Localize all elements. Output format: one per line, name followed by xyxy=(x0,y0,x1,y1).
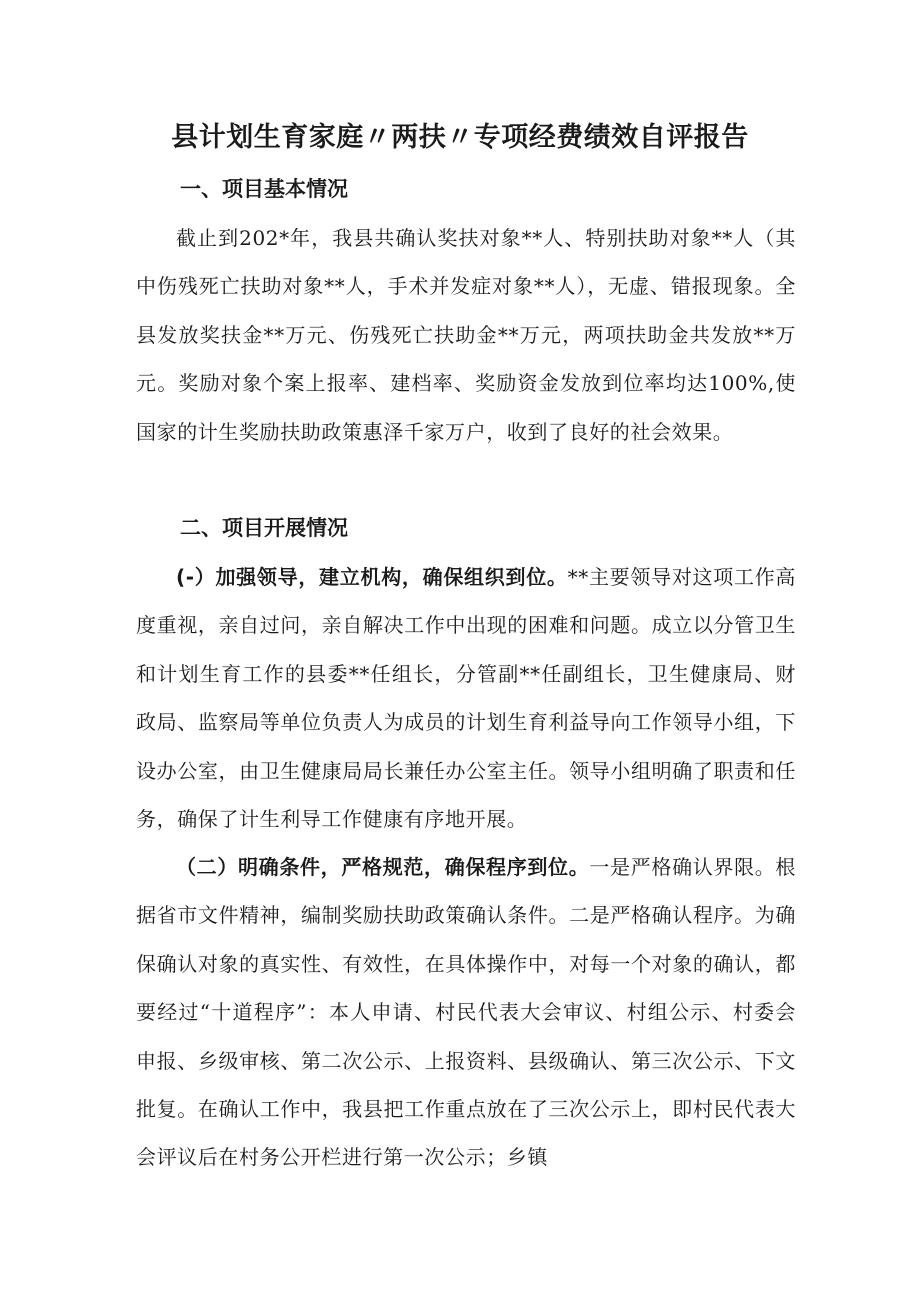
section-2-item-2-lead: （二）明确条件，严格规范，确保程序到位。 xyxy=(176,855,590,879)
document-title: 县计划生育家庭〃两扶〃专项经费绩效自评报告 xyxy=(171,122,749,153)
section-1-paragraph: 截止到202*年，我县共确认奖扶对象**人、特别扶助对象**人（其中伤残死亡扶助对象**人，手术并发症对象**人），无虚、错报现象。全县发放奖扶金**万元、伤残死亡扶助金**万元，两项扶助金共发放**万元。奖励对象个案上报率、建档率、奖励资金发放到位率均达100%,使国家的计生奖励扶助政策惠泽千家万户，收到了良好的社会效果。 xyxy=(136,226,796,444)
section-2-item-2-body: 一是严格确认界限。根据省市文件精神，编制奖励扶助政策确认条件。二是严格确认程序。为确保确认对象的真实性、有效性，在具体操作中，对每一个对象的确认，都要经过“十道程序”：本人申请、村民代表大会审议、村组公示、村委会申报、乡级审核、第二次公示、上报资料、县级确认、第三次公示、下文批复。在确认工作中，我县把工作重点放在了三次公示上，即村民代表大会评议后在村务公开栏进行第一次公示；乡镇 xyxy=(136,855,797,1170)
section-2-item-2-paragraph xyxy=(136,843,796,1182)
section-2-item-1-paragraph xyxy=(136,553,796,843)
section-2-item-1-body: **主要领导对这项工作高度重视，亲自过问，亲自解决工作中出现的困难和问题。成立以分管卫生和计划生育工作的县委**任组长，分管副**任副组长，卫生健康局、财政局、监察局等单位负责人为成员的计划生育利益导向工作领导小组，下设办公室，由卫生健康局局长兼任办公室主任。领导小组明确了职责和任务，确保了计生利导工作健康有序地开展。 xyxy=(136,565,796,832)
section-1-heading: 一、项目基本情况 xyxy=(180,177,348,201)
section-2-item-1-lead: (-）加强领导，建立机构，确保组织到位。 xyxy=(176,565,568,589)
section-2-heading: 二、项目开展情况 xyxy=(180,516,348,540)
